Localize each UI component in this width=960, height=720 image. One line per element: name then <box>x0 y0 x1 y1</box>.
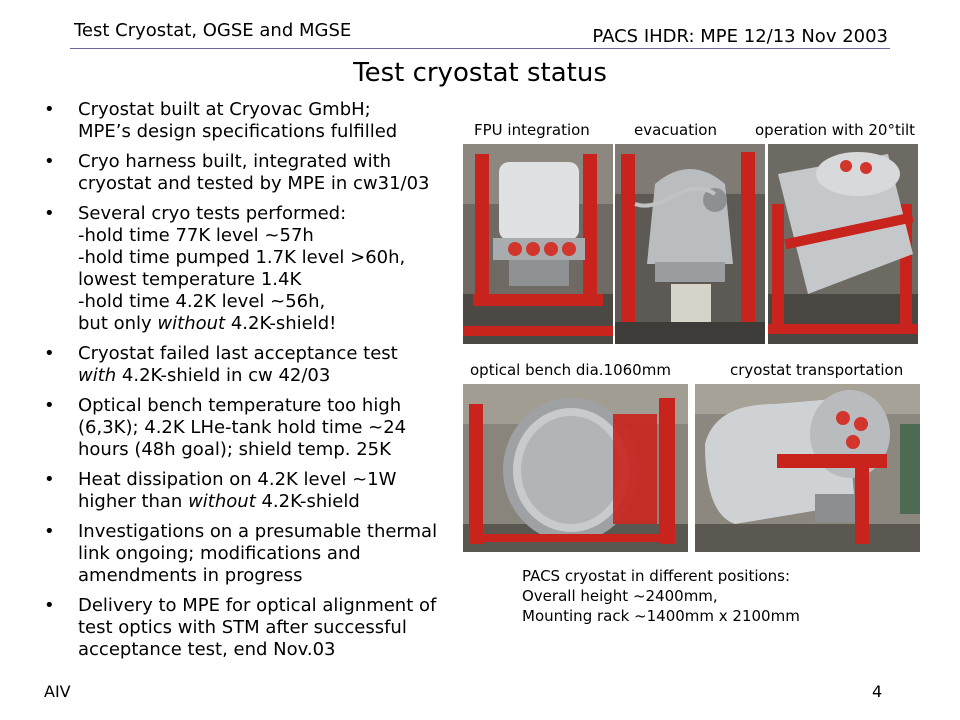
bullet-line: Cryostat built at Cryovac GmbH; <box>78 99 371 120</box>
bullet-item <box>44 521 464 587</box>
caption-evacuation: evacuation <box>634 121 717 139</box>
note-line: Mounting rack ~1400mm x 2100mm <box>522 607 800 625</box>
bullet-line: test optics with STM after successful <box>78 617 407 638</box>
bullet-line: -hold time pumped 1.7K level >60h, <box>78 247 406 268</box>
bullet-line <box>78 491 464 513</box>
bullet-line: lowest temperature 1.4K <box>78 269 302 290</box>
bullet-item <box>44 203 464 335</box>
bullet-line: Cryostat failed last acceptance test <box>78 343 398 364</box>
bullet-line: -hold time 77K level ~57h <box>78 225 314 246</box>
bullet-marker: • <box>44 469 55 490</box>
bullet-line: hours (48h goal); shield temp. 25K <box>78 439 391 460</box>
caption-optical-bench: optical bench dia.1060mm <box>470 361 671 379</box>
bullet-line <box>78 313 464 335</box>
bullet-list <box>44 99 464 669</box>
note-line: Overall height ~2400mm, <box>522 587 718 605</box>
bullet-marker: • <box>44 99 55 120</box>
bullet-marker: • <box>44 395 55 416</box>
bullet-item <box>44 99 464 143</box>
caption-fpu-integration: FPU integration <box>474 121 590 139</box>
photo-tilt-operation <box>768 144 918 344</box>
page-number: 4 <box>872 682 883 701</box>
caption-transportation: cryostat transportation <box>730 361 904 379</box>
photo-optical-bench <box>463 384 688 552</box>
bullet-text: but only <box>78 313 158 334</box>
bullet-marker: • <box>44 595 55 616</box>
bullet-line: Delivery to MPE for optical alignment of <box>78 595 437 616</box>
bullet-line: MPE’s design specifications fulfilled <box>78 121 398 142</box>
bullet-marker: • <box>44 343 55 364</box>
bullet-line: Several cryo tests performed: <box>78 203 347 224</box>
bullet-item <box>44 151 464 195</box>
footer-section-label: AIV <box>44 682 71 701</box>
bullet-item <box>44 469 464 513</box>
bullet-line: (6,3K); 4.2K LHe-tank hold time ~24 <box>78 417 407 438</box>
photo-cryostat-transportation <box>695 384 920 552</box>
slide-title: Test cryostat status <box>353 58 607 88</box>
header-left-title: Test Cryostat, OGSE and MGSE <box>74 20 352 41</box>
bullet-marker: • <box>44 521 55 542</box>
bullet-line: -hold time 4.2K level ~56h, <box>78 291 326 312</box>
bullet-emphasis: without <box>188 491 256 512</box>
bullet-item <box>44 395 464 461</box>
bullet-marker: • <box>44 203 55 224</box>
caption-tilt-operation: operation with 20°tilt <box>755 121 916 139</box>
bullet-text: 4.2K-shield in cw 42/03 <box>116 365 331 386</box>
photo-evacuation <box>615 144 765 344</box>
figure-note <box>522 566 800 626</box>
bullet-emphasis: without <box>157 313 226 334</box>
bullet-line: Heat dissipation on 4.2K level ~1W <box>78 469 397 490</box>
note-line: PACS cryostat in different positions: <box>522 567 791 585</box>
bullet-line: amendments in progress <box>78 565 303 586</box>
bullet-marker: • <box>44 151 55 172</box>
bullet-line: Cryo harness built, integrated with <box>78 151 392 172</box>
bullet-text: 4.2K-shield <box>255 491 360 512</box>
bullet-text: 4.2K-shield! <box>225 313 337 334</box>
bullet-line: cryostat and tested by MPE in cw31/03 <box>78 173 430 194</box>
bullet-line: Optical bench temperature too high <box>78 395 402 416</box>
bullet-line <box>78 365 464 387</box>
bullet-line: link ongoing; modifications and <box>78 543 361 564</box>
header-divider <box>70 48 890 49</box>
bullet-text: higher than <box>78 491 189 512</box>
bullet-emphasis: with <box>78 365 117 386</box>
bullet-item <box>44 343 464 387</box>
bullet-line: Investigations on a presumable thermal <box>78 521 438 542</box>
bullet-item <box>44 595 464 661</box>
bullet-line: acceptance test, end Nov.03 <box>78 639 336 660</box>
header-right-title: PACS IHDR: MPE 12/13 Nov 2003 <box>592 26 888 47</box>
photo-fpu-integration <box>463 144 613 344</box>
